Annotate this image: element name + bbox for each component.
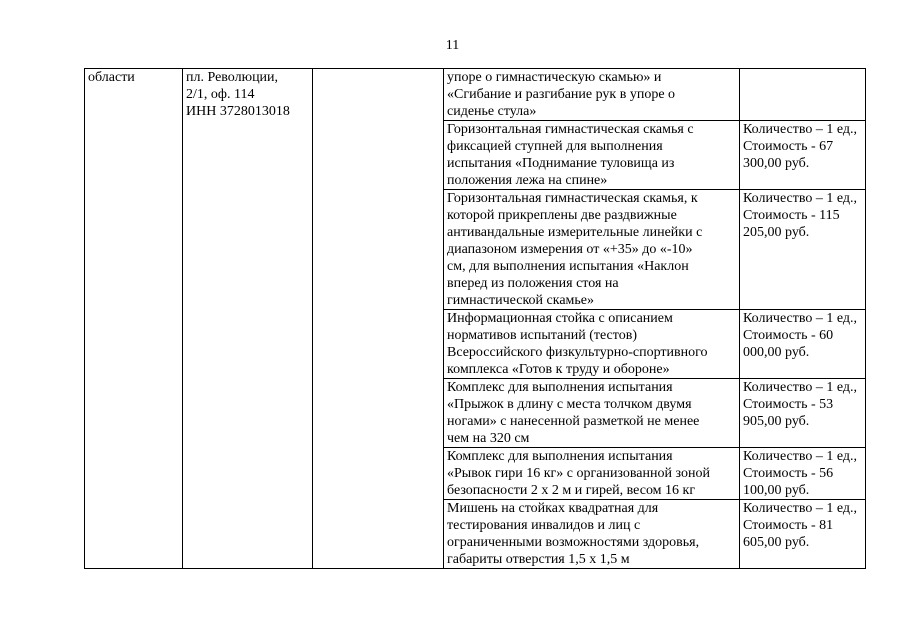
equipment-description: Комплекс для выполнения испытания «Прыжок в длину с места толчком двумя ногами» с нанесенной разметкой не менее чем на 320 см: [444, 379, 740, 448]
equipment-cost: [740, 69, 866, 121]
equipment-table: [84, 68, 866, 569]
equipment-description: упоре о гимнастическую скамью» и «Сгибание и разгибание рук в упоре о сиденье стула»: [444, 69, 740, 121]
page-number: 11: [445, 38, 460, 53]
equipment-cost: Количество – 1 ед., Стоимость - 67 300,00 руб.: [740, 121, 866, 190]
equipment-cost: Количество – 1 ед., Стоимость - 81 605,00 руб.: [740, 500, 866, 569]
equipment-cost: Количество – 1 ед., Стоимость - 53 905,00 руб.: [740, 379, 866, 448]
equipment-description: Информационная стойка с описанием нормативов испытаний (тестов) Всероссийского физкультурно-спортивного комплекса «Готов к труду и обороне»: [444, 310, 740, 379]
address-cell: пл. Революции, 2/1, оф. 114 ИНН 3728013018: [183, 69, 313, 569]
equipment-cost: Количество – 1 ед., Стоимость - 115 205,00 руб.: [740, 190, 866, 310]
region-cell: области: [85, 69, 183, 569]
equipment-description: Мишень на стойках квадратная для тестирования инвалидов и лиц с ограниченными возможностями здоровья, габариты отверстия 1,5 х 1,5 м: [444, 500, 740, 569]
equipment-description: Горизонтальная гимнастическая скамья, к которой прикреплены две раздвижные антивандальные измерительные линейки с диапазоном измерения от «+35» до «-10» см, для выполнения испытания «Наклон вперед из положения стоя на гимнастической скамье»: [444, 190, 740, 310]
equipment-cost: Количество – 1 ед., Стоимость - 56 100,00 руб.: [740, 448, 866, 500]
equipment-description: Горизонтальная гимнастическая скамья с фиксацией ступней для выполнения испытания «Поднимание туловища из положения лежа на спине»: [444, 121, 740, 190]
empty-cell: [313, 69, 444, 569]
equipment-cost: Количество – 1 ед., Стоимость - 60 000,00 руб.: [740, 310, 866, 379]
table-row: [85, 69, 866, 121]
equipment-description: Комплекс для выполнения испытания «Рывок гири 16 кг» с организованной зоной безопасности 2 х 2 м и гирей, весом 16 кг: [444, 448, 740, 500]
